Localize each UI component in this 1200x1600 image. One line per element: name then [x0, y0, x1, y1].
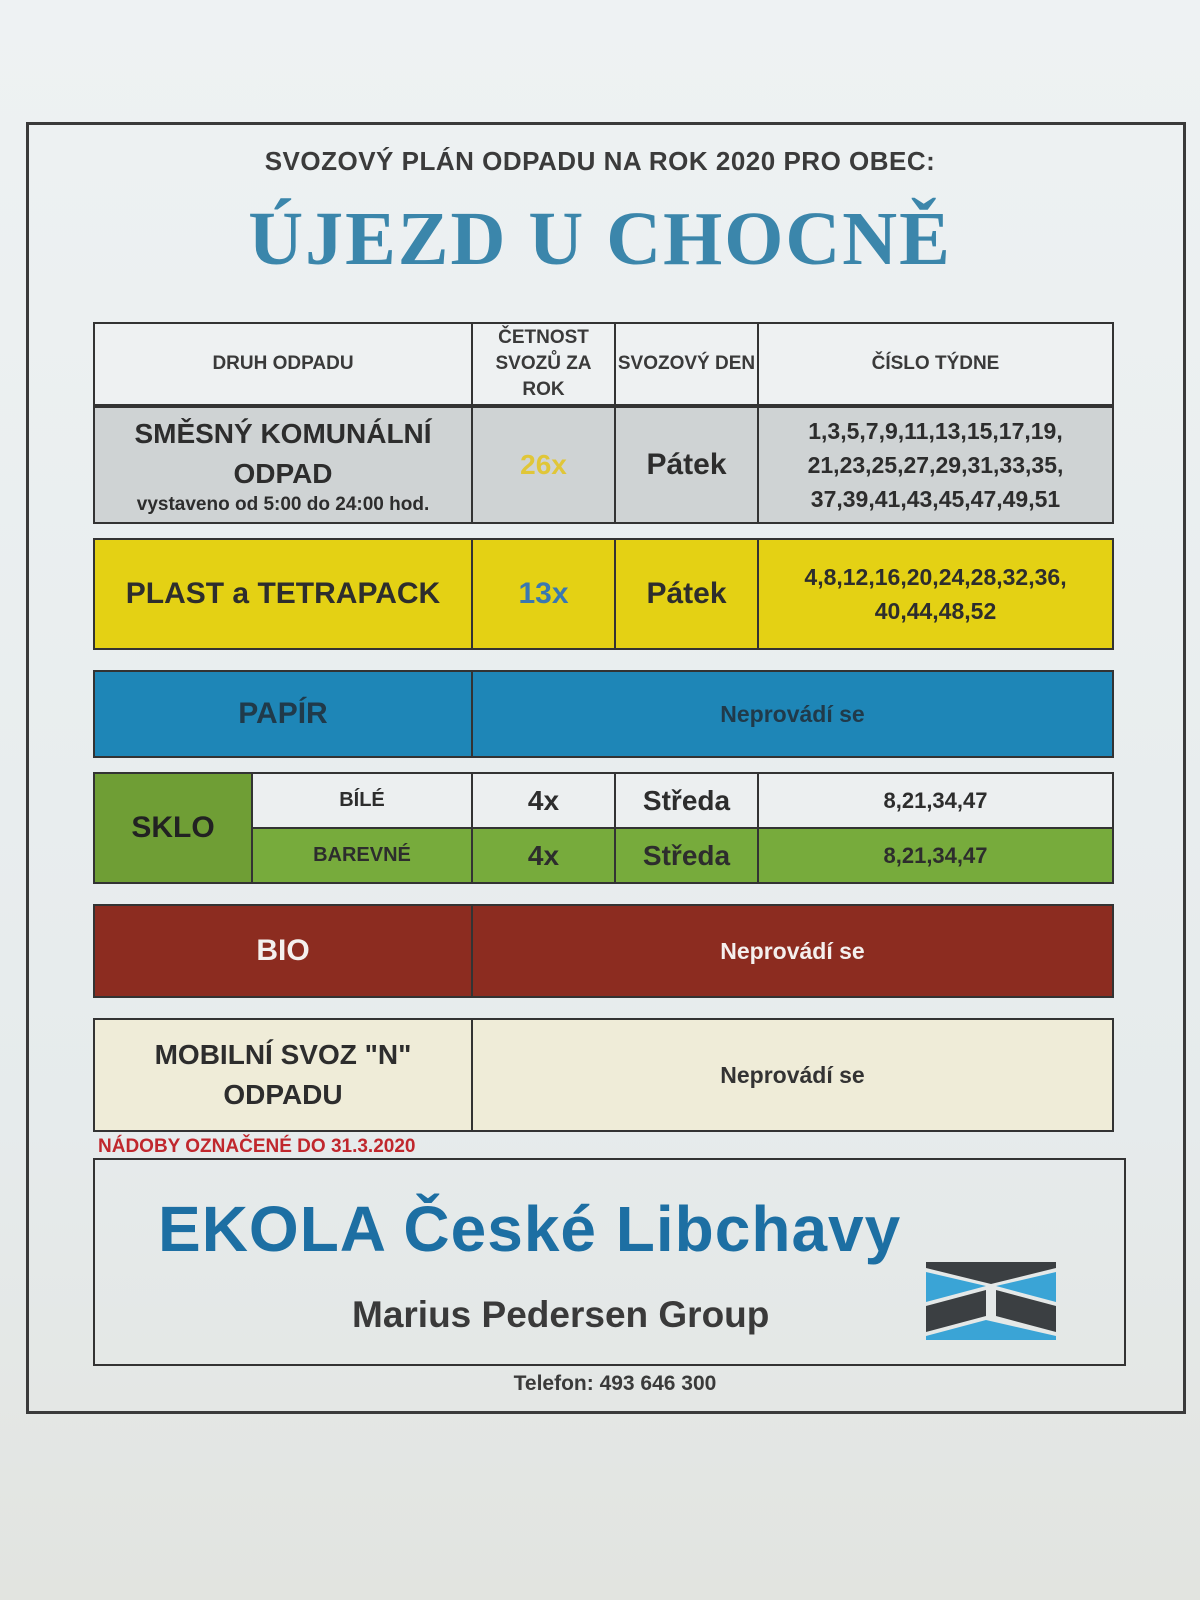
waste-type-note: vystaveno od 5:00 do 24:00 hod.: [136, 494, 430, 515]
weeks-cell: [759, 408, 1112, 522]
company-group: Marius Pedersen Group: [352, 1294, 770, 1335]
day-cell: Pátek: [616, 540, 759, 648]
weeks-cell: 8,21,34,47: [883, 787, 988, 813]
weeks-text: 1,3,5,7,9,11,13,15,17,19, 21,23,25,27,29,31,33,35, 37,39,41,43,45,47,49,51: [807, 418, 1064, 512]
weeks-text: 4,8,12,16,20,24,28,32,36, 40,44,48,52: [804, 564, 1067, 624]
glass-subrows: [253, 774, 1112, 882]
waste-type-cell: [95, 408, 473, 522]
containers-footnote: NÁDOBY OZNAČENÉ DO 31.3.2020: [98, 1136, 416, 1157]
day-cell: Středa: [616, 829, 759, 882]
day-cell: Středa: [616, 774, 759, 827]
waste-type-name: SKLO: [95, 774, 253, 882]
table-row-plastic: [93, 538, 1114, 650]
col-frequency: ČETNOST SVOZŮ ZA ROK: [473, 324, 616, 404]
phone-number: Telefon: 493 646 300: [513, 1372, 717, 1395]
municipality-title: ÚJEZD U CHOCNĚ: [248, 197, 952, 281]
waste-type-name: PLAST a TETRAPACK: [95, 540, 473, 648]
table-header: [93, 322, 1114, 406]
weeks-cell: 8,21,34,47: [883, 842, 988, 868]
waste-type-name: PAPÍR: [95, 672, 473, 756]
waste-type-cell: [95, 1020, 473, 1130]
col-day: SVOZOVÝ DEN: [616, 324, 759, 404]
frequency-cell: 13x: [473, 540, 616, 648]
frequency-cell: 26x: [473, 408, 616, 522]
status-cell: Neprovádí se: [720, 700, 865, 727]
status-cell: Neprovádí se: [720, 1061, 865, 1088]
status-cell: Neprovádí se: [720, 937, 865, 964]
glass-colored-row: [253, 829, 1112, 882]
company-name: EKOLA České Libchavy: [158, 1193, 902, 1265]
waste-type-name: SMĚSNÝ KOMUNÁLNÍ ODPAD: [134, 418, 432, 489]
glass-type: BAREVNÉ: [253, 829, 473, 882]
glass-type: BÍLÉ: [253, 774, 473, 827]
plan-subtitle: SVOZOVÝ PLÁN ODPADU NA ROK 2020 PRO OBEC:: [264, 146, 936, 176]
marius-pedersen-logo-icon: [926, 1262, 1056, 1340]
col-waste-type: DRUH ODPADU: [95, 324, 473, 404]
table-row-paper: [93, 670, 1114, 758]
day-cell: Pátek: [616, 408, 759, 522]
glass-white-row: [253, 774, 1112, 829]
table-row-mixed-waste: [93, 406, 1114, 524]
col-week-numbers: ČÍSLO TÝDNE: [871, 353, 1000, 374]
frequency-cell: 4x: [473, 774, 616, 827]
waste-type-name: BIO: [95, 906, 473, 996]
waste-type-name: MOBILNÍ SVOZ "N" ODPADU: [154, 1039, 412, 1110]
weeks-cell: [759, 540, 1112, 648]
table-row-mobile-collection: [93, 1018, 1114, 1132]
table-row-glass: [93, 772, 1114, 884]
frequency-cell: 4x: [473, 829, 616, 882]
table-row-bio: [93, 904, 1114, 998]
